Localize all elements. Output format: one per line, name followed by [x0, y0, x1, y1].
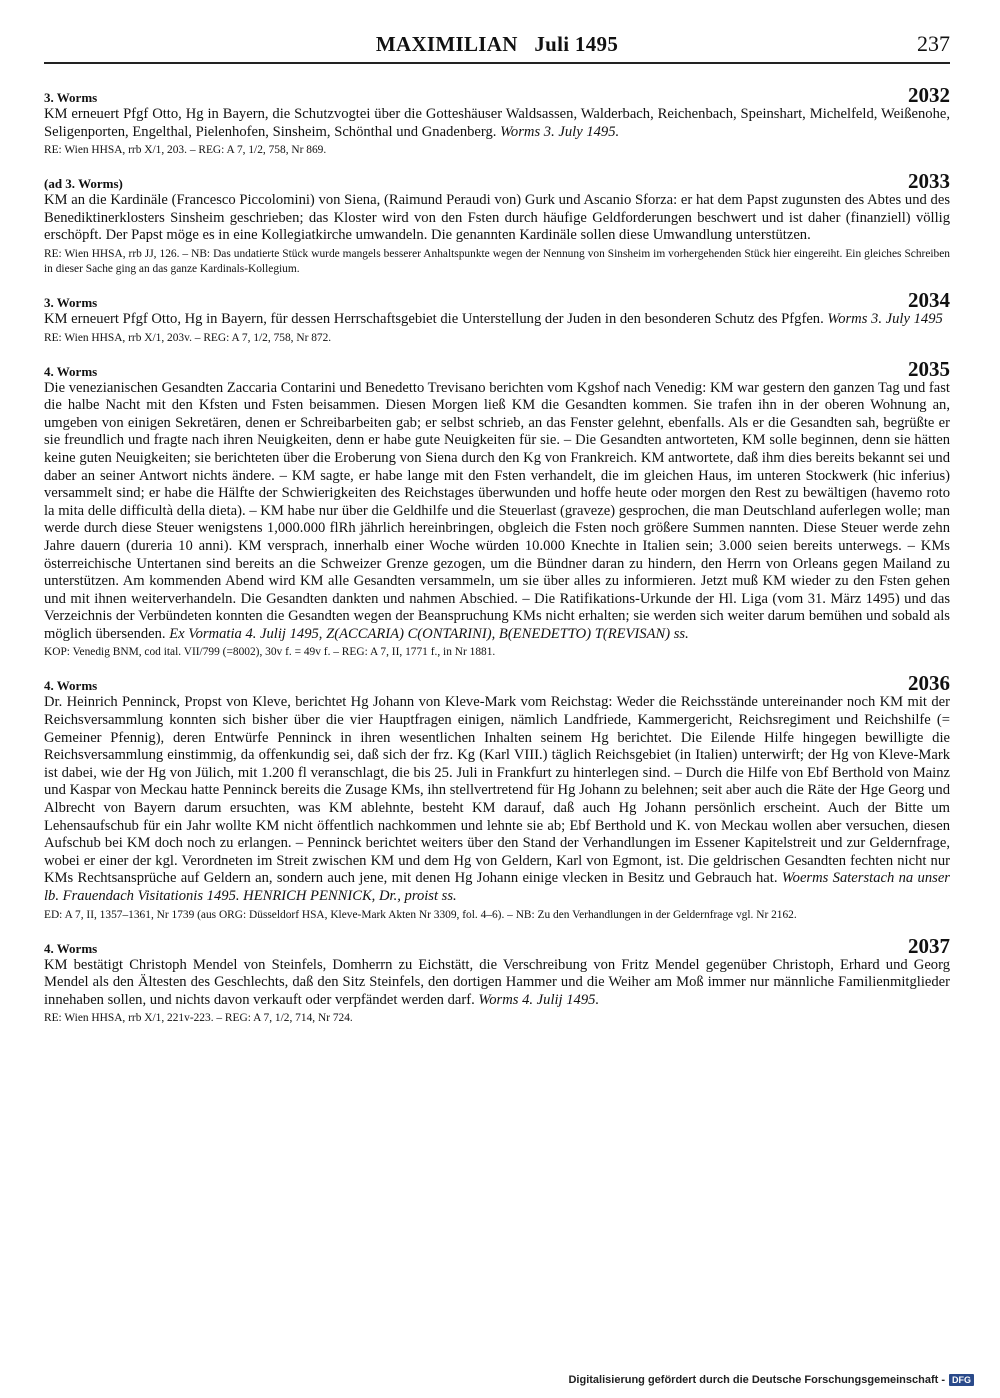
- entry-dating: Worms 3. July 1495: [827, 310, 943, 327]
- entry-number: 2035: [908, 356, 950, 381]
- entry-text: Dr. Heinrich Penninck, Propst von Kleve, berichtet Hg Johann von Kleve-Mark vom Reichstag: Weder die Reichsstände untereinander noch KM mit der Reichsversammlung konnten sich bisher über die vier Hauptfragen einigen, nämlich Landfriede, Kammergericht, Reichsregiment und Reichshilfe (= Gemeiner Pfennig), deren Entwürfe Penninck in ihren wesentlichen Inhalten seinem Hg berichtet. Die Eilende Hilfe hingegen bewilligte die Reichsversammlung einstimmig, da offenkundig sei, daß sich der frz. Kg (Karl VIII.) täglich Reichsgebiet (in Italien) unterwirft; der Hg von Kleve-Mark ist dabei, wie der Hg von Jülich, mit 1.200 fl veranschlagt, die bis 25. Juli in Frankfurt zu hinterlegen sind. – Durch die Hilfe von Ebf Berthold von Mainz und Kaspar von Meckau hatte Penninck bereits die Zusage KMs, ihn stellvertretend für Hg Johann zu belehnen; seit aber auch die Räte der Hge Georg und Albrecht von Bayern darum ersuchten, was KM ablehnte, besteht KM darauf, daß auch Hg Johann persönlich erscheint. Auch der Bitte um Lehensaufschub für ein Jahr wollte KM nicht öffentlich nachkommen und lehnte sie ab; Ebf Berthold und K. von Meckau wollen aber versuchen, diesen Aufschub bei KM doch noch zu erlangen. – Penninck berichtet weiters über den Stand der Verhandlungen im Essener Kapitelstreit und zur Geldernfrage, wobei er einer der kgl. Verordneten im Streit zwischen KM und dem Hg von Geldern, Karl von Egmont, ist. Die geldrischen Gesandten fechten nicht nur KMs Rechtsansprüche auf Geldern an, sondern auch jene, mit denen Hg Johann einige vlecken in Besitz und Gebrauch hat.: [44, 694, 950, 887]
- entry-body: [44, 311, 950, 329]
- entry-number: 2036: [908, 671, 950, 696]
- entry-2034: [44, 287, 950, 346]
- entry-2033: [44, 168, 950, 277]
- footer-credit: [568, 1374, 974, 1386]
- entry-date: 3. Worms: [44, 90, 98, 105]
- header-rule: [44, 62, 950, 64]
- entry-body: [44, 106, 950, 141]
- entry-text: KM an die Kardinäle (Francesco Piccolomini) von Siena, (Raimund Peraudi von) Gurk und Ascanio Sforza: er hat dem Papst zugunsten des Abtes und des Benediktinerklosters Sinsheim geschrieben; das Kloster wird von den Fsten durch häufige Geldforderungen beschwert und ist daher (finanziell) völlig erschöpft. Der Papst möge es in eine Kollegiatkirche umwandeln. Die genannten Kardinäle sollen diese Umwandlung unterstützen.: [44, 192, 950, 244]
- entry-body: [44, 380, 950, 644]
- entry-number: 2033: [908, 169, 950, 194]
- entry-2035: [44, 356, 950, 661]
- entry-2037: [44, 933, 950, 1027]
- entry-text: KM bestätigt Christoph Mendel von Steinfels, Domherrn zu Eichstätt, die Verschreibung von Fritz Mendel gegenüber Christoph, Erhard und Georg Mendel als den Ältesten des Geschlechts, daß den Sitz Steinfels, den dortigen Hammer und die Weiher am Moß immer nur männliche Familienmitglieder innehaben sollen, und nichts davon verkauft oder verpfändet werden darf.: [44, 956, 950, 1008]
- entry-note: RE: Wien HHSA, rrb JJ, 126. – NB: Das undatierte Stück wurde mangels besserer Anhaltspunkte wegen der Nennung von Sinsheim im vorhergehenden Stück hier eingereiht. Ein gleiches Schreiben in dieser Sache ging an das ganze Kardinals-Kollegium.: [44, 247, 950, 275]
- entry-text: KM erneuert Pfgf Otto, Hg in Bayern, die Schutzvogtei über die Gotteshäuser Waldsassen, Walderbach, Reichenbach, Speinshart, Michelfeld, Weißenohe, Seligenporten, Engelthal, Pielenhofen, Sinsheim, Schönthal und Gnadenberg.: [44, 106, 950, 140]
- entry-note: RE: Wien HHSA, rrb X/1, 221v-223. – REG: A 7, 1/2, 714, Nr 724.: [44, 1012, 353, 1025]
- entry-number: 2034: [908, 287, 950, 312]
- entry-dating: Worms 4. Julij 1495.: [478, 991, 600, 1008]
- entry-note: RE: Wien HHSA, rrb X/1, 203. – REG: A 7, 1/2, 758, Nr 869.: [44, 144, 327, 157]
- entry-dating: Woerms Saterstach na unser lb. Frauendach Visitationis 1495. HENRICH PENNICK, Dr., proist ss.: [44, 870, 950, 904]
- entry-text: KM erneuert Pfgf Otto, Hg in Bayern, für dessen Herrschaftsgebiet die Unterstellung der Juden in den besonderen Schutz des Pfgfen.: [44, 310, 828, 327]
- entry-text: Die venezianischen Gesandten Zaccaria Contarini und Benedetto Trevisano berichten vom Kgshof nach Venedig: KM war gestern den ganzen Tag und fast die halbe Nacht mit den Kfsten und Fsten beisammen. Diesen Morgen ließ KM die Gesandten kommen. Sie trafen ihn in der oberen Wohnung an, umgeben von einigen Sekretären, denen er Schreibarbeiten gab; er selbst schrieb, an das Fenster gelehnt, ebenfalls. Als er die Gesandten sah, begrüßte er sie freundlich und fragte nach ihren Neuigkeiten, denn er habe gute Neuigkeiten für sie. – Die Gesandten antworteten, KM solle beginnen, denn sie hätten keine guten Neuigkeiten; sie berichteten über die Eroberung von Siena durch den Kg von Frankreich. KM antwortete, daß ihm dies bereits bekannt sei und daber an seiner Antwort nichts ändere. – KM sagte, er habe lange mit den Fsten verhandelt, die im gleichen Haus, im unteren Stockwerk (hic inferius) versammelt sind; er habe die Hälfte der Schwierigkeiten des Reichstages überwunden und hoffe heute oder morgen den Rest zu bewältigen (havemo roto la mita delle difficultà della dieta). – KM habe nur über die Geldhilfe und die Steuerlast (graveze) gesprochen, die man Deutschland auferlegen wolle; man werde durch diese Steuer wenigstens 1,000.000 flRh jährlich hereinbringen, obgleich die Fsten noch größere Summen nannten. Diese Steuer werde zehn Jahre dauern (dureria 10 anni). KM versprach, innerhalb einer Woche würden 10.000 Knechte in Italien sein; 3.000 seien bereits unterwegs. – KMs österreichische Untertanen sind bereits an die Schweizer Grenze gezogen, um die Bündner daran zu hindern, den Herrn von Orleans gegen Mailand zu unterstützen. Am kommenden Abend wird KM alle Gesandten versammeln, um sie über alles zu informieren. Jetzt muß KM wieder zu den Fsten gehen und mit ihnen weiterverhandeln. Die Gesandten dankten und nahmen Abschied. – Die Ratifikations-Urkunde der Hl. Liga (vom 31. März 1495) und das Verzeichnis der Verbündeten konnten die Gesandten wegen der Beanspruchung KMs nicht erhalten; sie werden sich weiter darum bemühen und sobald als möglich übersenden.: [44, 379, 950, 642]
- entry-date: 3. Worms: [44, 294, 98, 310]
- entry-note: RE: Wien HHSA, rrb X/1, 203v. – REG: A 7, 1/2, 758, Nr 872.: [44, 331, 332, 344]
- page-number: 237: [917, 31, 950, 56]
- entry-date: 4. Worms: [44, 940, 98, 956]
- entry-date: (ad 3. Worms): [44, 176, 123, 192]
- entry-head: [44, 933, 950, 957]
- entry-note: KOP: Venedig BNM, cod ital. VII/799 (=8002), 30v f. = 49v f. – REG: A 7, II, 1771 f., in Nr 1881.: [44, 646, 496, 659]
- running-head: [44, 30, 950, 60]
- entry-dating: Worms 3. July 1495.: [500, 123, 620, 140]
- entry-dating: Ex Vormatia 4. Julij 1495, Z(ACCARIA) C(ONTARINI), B(ENEDETTO) T(REVISAN) ss.: [169, 625, 689, 642]
- entry-body: [44, 957, 950, 1010]
- footer-text: Digitalisierung gefördert durch die Deutsche Forschungsgemeinschaft -: [568, 1374, 945, 1386]
- entry-head: [44, 356, 950, 380]
- entry-note: ED: A 7, II, 1357–1361, Nr 1739 (aus ORG: Düsseldorf HSA, Kleve-Mark Akten Nr 3309, fol. 4–6). – NB: Zu den Verhandlungen in der Geldernfrage vgl. Nr 2162.: [44, 908, 797, 921]
- entry-head: [44, 287, 950, 311]
- entry-head: [44, 82, 950, 106]
- entry-body: [44, 192, 950, 245]
- entry-2032: [44, 82, 950, 158]
- entry-date: 4. Worms: [44, 363, 98, 379]
- entry-number: 2037: [908, 933, 950, 958]
- entry-head: [44, 670, 950, 694]
- entry-2036: [44, 670, 950, 922]
- entry-head: [44, 168, 950, 192]
- entry-body: [44, 694, 950, 905]
- running-head-title: MAXIMILIAN Juli 1495: [375, 32, 619, 56]
- entry-number: 2032: [908, 83, 950, 107]
- dfg-logo-icon: DFG: [949, 1374, 974, 1386]
- document-page: [44, 30, 950, 1036]
- entry-date: 4. Worms: [44, 678, 98, 694]
